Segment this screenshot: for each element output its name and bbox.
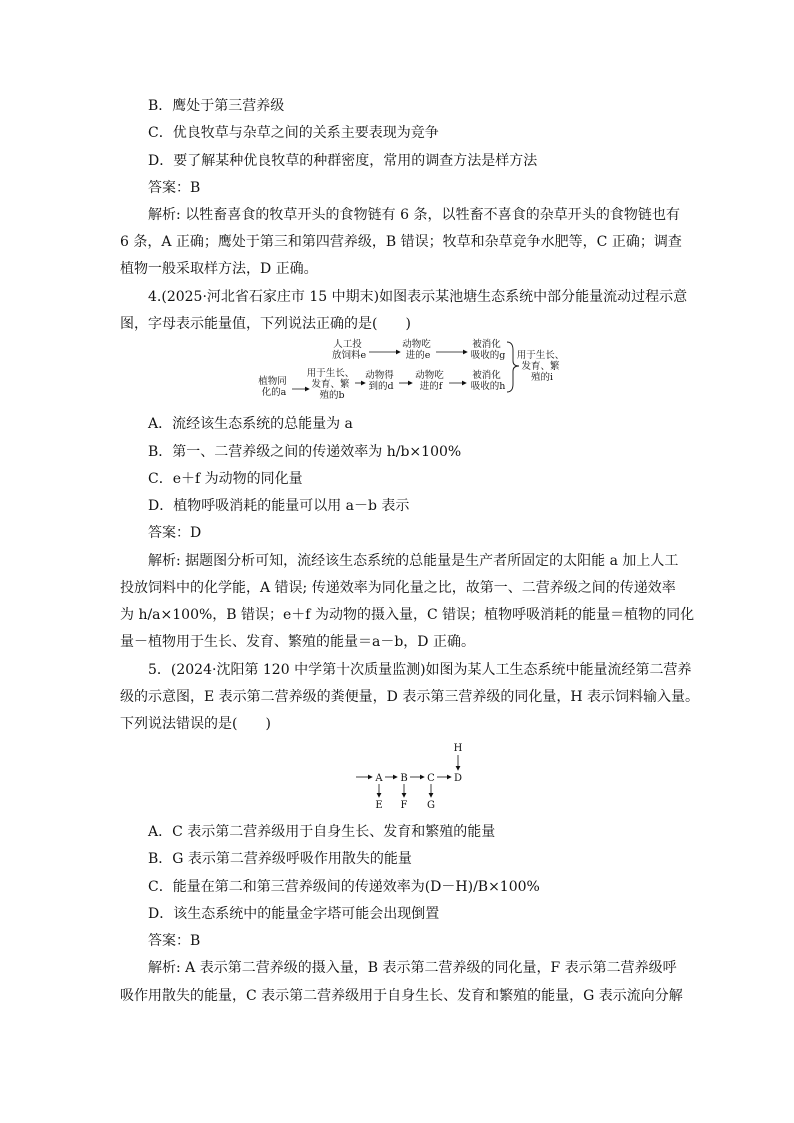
q4-explanation-line-1: 解析: 据题图分析可知，流经该生态系统的总能量是生产者所固定的太阳能 a 加上人工 bbox=[148, 553, 679, 569]
q4-node-plant-assimilation: 植物同 化的a bbox=[258, 376, 287, 398]
q5-label-g: G bbox=[427, 800, 435, 811]
q4-option-c: C．e＋f 为动物的同化量 bbox=[148, 471, 303, 487]
q5-label-e: E bbox=[375, 800, 383, 811]
q5-option-c: C．能量在第二和第三营养级间的传递效率为(D－H)/B×100% bbox=[148, 879, 540, 895]
q4-explanation-line-3: 为 h/a×100%，B 错误；e＋f 为动物的摄入量，C 错误；植物呼吸消耗的能量＝植物的同化 bbox=[120, 607, 695, 623]
q4-explanation-line-4: 量－植物用于生长、发育、繁殖的能量＝a－b，D 正确。 bbox=[120, 634, 475, 650]
q3-explanation-line-3: 植物一般采取样方法，D 正确。 bbox=[120, 261, 318, 277]
q4-node-animal-growth-i: 用于生长、 发育、繁 殖的i bbox=[516, 350, 565, 383]
q3-option-c: C．优良牧草与杂草之间的关系主要表现为竞争 bbox=[148, 125, 439, 141]
q4-node-plant-growth-b: 用于生长、 发育、繁 殖的b bbox=[306, 368, 355, 401]
q5-answer: 答案：B bbox=[148, 933, 201, 949]
q3-explanation-line-2: 6 条，A 正确；鹰处于第三和第四营养级，B 错误；牧草和杂草竞争水肥等，C 正确；调查 bbox=[120, 234, 682, 250]
q5-label-a: A bbox=[375, 773, 383, 784]
q5-option-d: D．该生态系统中的能量金字塔可能会出现倒置 bbox=[148, 906, 440, 922]
q5-explanation-line-2: 吸作用散失的能量，C 表示第二营养级用于自身生长、发育和繁殖的能量，G 表示流向分解 bbox=[120, 988, 683, 1004]
q3-option-b: B．鹰处于第三营养级 bbox=[148, 98, 285, 114]
q5-explanation-line-1: 解析: A 表示第二营养级的摄入量，B 表示第二营养级的同化量，F 表示第二营养级呼 bbox=[148, 960, 677, 976]
q4-node-animal-get-d: 动物得 到的d bbox=[365, 370, 394, 392]
q4-energy-flow-diagram bbox=[255, 336, 565, 406]
q4-node-animal-eat-e: 动物吃 进的e bbox=[402, 339, 431, 361]
q4-explanation-line-2: 投放饲料中的化学能，A 错误; 传递效率为同化量之比，故第一、二营养级之间的传递效率 bbox=[120, 580, 676, 596]
q5-label-h: H bbox=[453, 743, 463, 754]
q4-answer: 答案：D bbox=[148, 525, 202, 541]
q5-stem-line-1: 5．(2024·沈阳第 120 中学第十次质量监测)如图为某人工生态系统中能量流经第二营养 bbox=[148, 662, 692, 678]
q4-option-d: D．植物呼吸消耗的能量可以用 a－b 表示 bbox=[148, 498, 410, 514]
q3-explanation-line-1: 解析: 以牲畜喜食的牧草开头的食物链有 6 条，以牲畜不喜食的杂草开头的食物链也有 bbox=[148, 207, 680, 223]
q5-stem-line-3: 下列说法错误的是( ) bbox=[120, 716, 271, 732]
q5-label-d: D bbox=[453, 773, 463, 784]
q4-node-animal-eat-f: 动物吃 进的f bbox=[415, 370, 444, 392]
q4-stem-line-2: 图，字母表示能量值，下列说法正确的是( ) bbox=[120, 316, 411, 332]
q4-stem-line-1: 4.(2025·河北省石家庄市 15 中期末)如图表示某池塘生态系统中部分能量流动过程示意 bbox=[148, 289, 688, 305]
q5-stem-line-2: 级的示意图，E 表示第二营养级的粪便量，D 表示第三营养级的同化量，H 表示饲料输入量。 bbox=[120, 689, 700, 705]
q5-option-a: A．C 表示第二营养级用于自身生长、发育和繁殖的能量 bbox=[148, 824, 496, 840]
q4-node-feed: 人工投 放饲料e bbox=[331, 339, 367, 361]
q5-energy-flow-diagram bbox=[352, 740, 472, 812]
q4-node-absorbed-g: 被消化 吸收的g bbox=[470, 339, 506, 361]
q5-label-c: C bbox=[427, 773, 435, 784]
q3-answer: 答案：B bbox=[148, 180, 201, 196]
q4-option-b: B．第一、二营养级之间的传递效率为 h/b×100% bbox=[148, 444, 462, 460]
q5-label-f: F bbox=[400, 800, 408, 811]
q4-option-a: A．流经该生态系统的总能量为 a bbox=[148, 416, 353, 432]
q3-option-d: D．要了解某种优良牧草的种群密度，常用的调查方法是样方法 bbox=[148, 153, 538, 169]
q4-node-absorbed-h: 被消化 吸收的h bbox=[470, 370, 506, 392]
q5-option-b: B．G 表示第二营养级呼吸作用散失的能量 bbox=[148, 851, 412, 867]
q5-label-b: B bbox=[400, 773, 408, 784]
